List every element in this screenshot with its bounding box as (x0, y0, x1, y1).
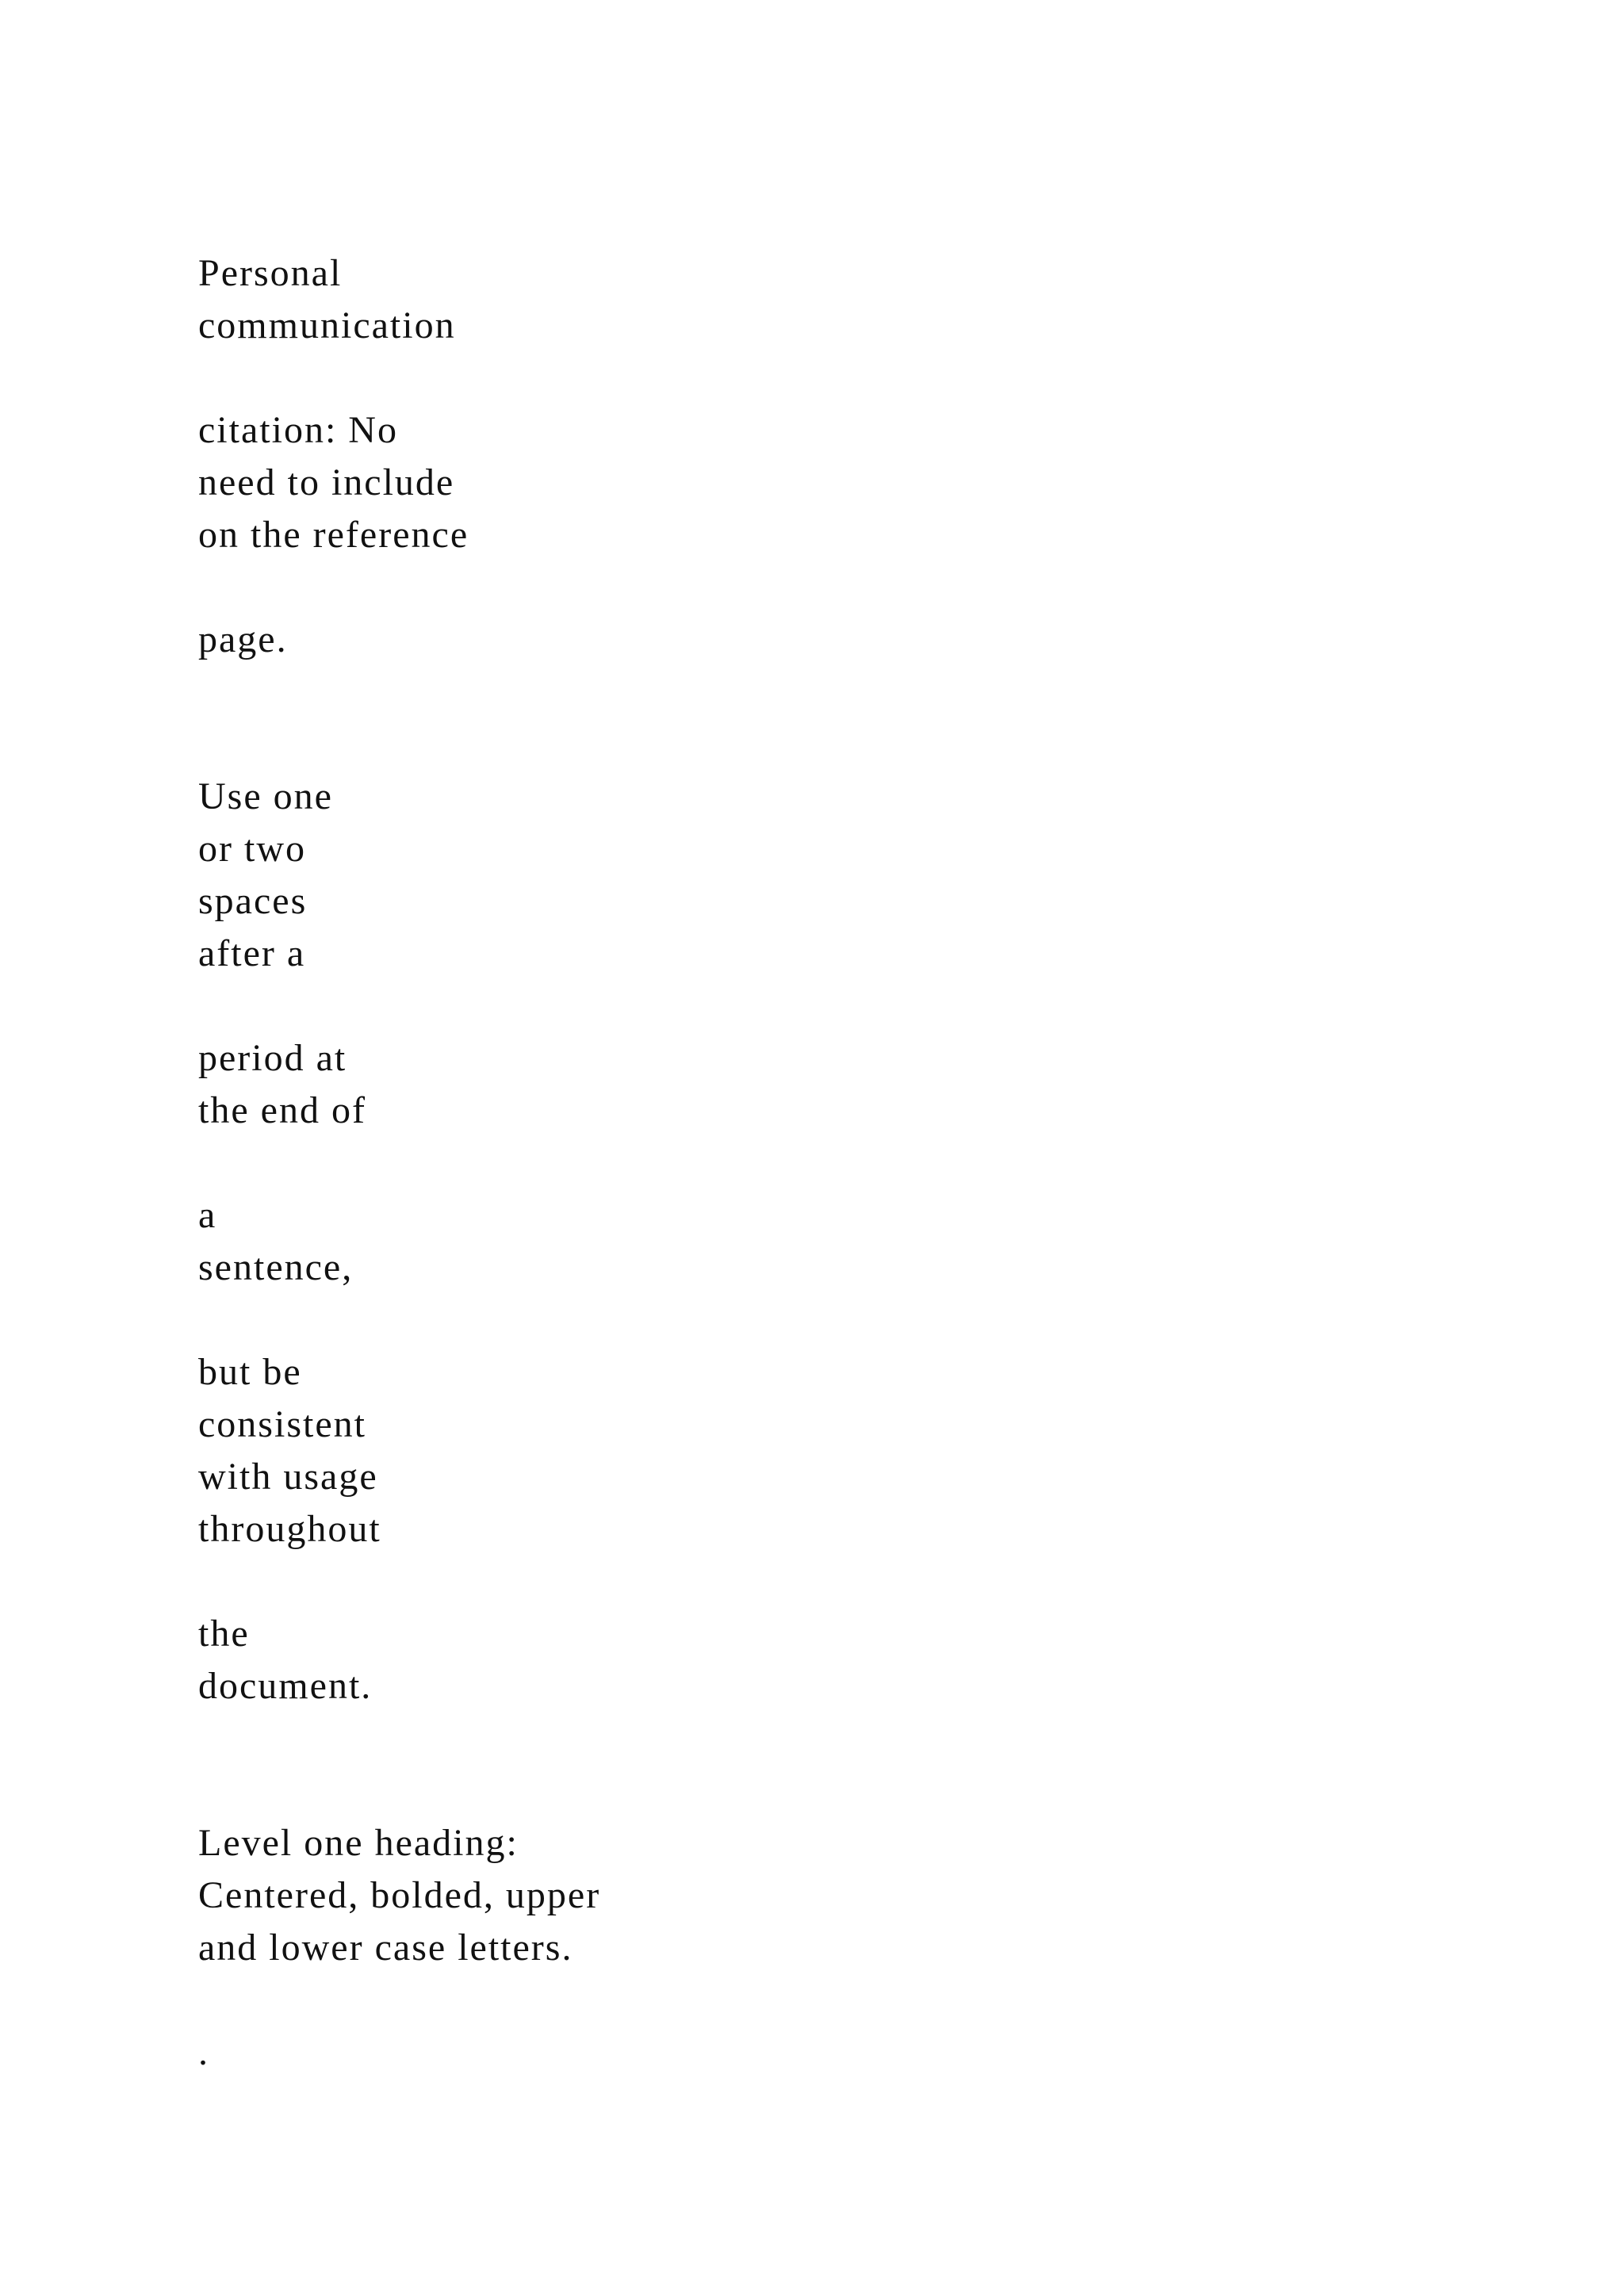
text-line: a (198, 1194, 217, 1236)
paragraph-gap (198, 352, 1467, 404)
text-line: consistent (198, 1403, 366, 1445)
text-line: the end of (198, 1089, 366, 1131)
paragraph-spaces (198, 771, 1467, 980)
text-line: communication (198, 304, 456, 346)
text-line: Personal (198, 252, 343, 294)
text-line: Centered, bolded, upper (198, 1874, 601, 1916)
text-line: with usage (198, 1456, 378, 1498)
text-line: or two (198, 828, 306, 870)
text-line: after a (198, 932, 306, 974)
paragraph-document (198, 1608, 1467, 1712)
paragraph-gap (198, 1294, 1467, 1346)
paragraph-gap (198, 1137, 1467, 1189)
text-line: citation: No (198, 409, 398, 451)
section-gap (198, 1712, 1467, 1817)
paragraph-level-one-heading (198, 1817, 1467, 1974)
text-line: but be (198, 1351, 302, 1393)
text-line: Level one heading: (198, 1822, 519, 1864)
paragraph-personal-communication (198, 247, 1467, 352)
paragraph-gap (198, 980, 1467, 1032)
text-line: spaces (198, 880, 308, 922)
paragraph-sentence (198, 1189, 1467, 1294)
paragraph-citation (198, 404, 1467, 561)
text-line: the (198, 1613, 250, 1655)
text-line: throughout (198, 1508, 381, 1550)
paragraph-trailing-period (198, 2026, 1467, 2079)
paragraph-gap (198, 561, 1467, 614)
text-line: document. (198, 1665, 373, 1707)
text-line: Use one (198, 775, 333, 817)
paragraph-period (198, 1032, 1467, 1137)
text-line: sentence, (198, 1246, 354, 1288)
body-text (198, 247, 1467, 2079)
text-line: page. (198, 618, 288, 660)
section-gap (198, 666, 1467, 771)
paragraph-page (198, 614, 1467, 666)
text-line: need to include (198, 461, 455, 503)
paragraph-gap (198, 1556, 1467, 1608)
text-line: on the reference (198, 514, 469, 556)
paragraph-gap (198, 1974, 1467, 2026)
text-line: and lower case letters. (198, 1927, 573, 1969)
text-line: period at (198, 1037, 347, 1079)
text-line: . (198, 2031, 209, 2073)
paragraph-consistent (198, 1346, 1467, 1556)
